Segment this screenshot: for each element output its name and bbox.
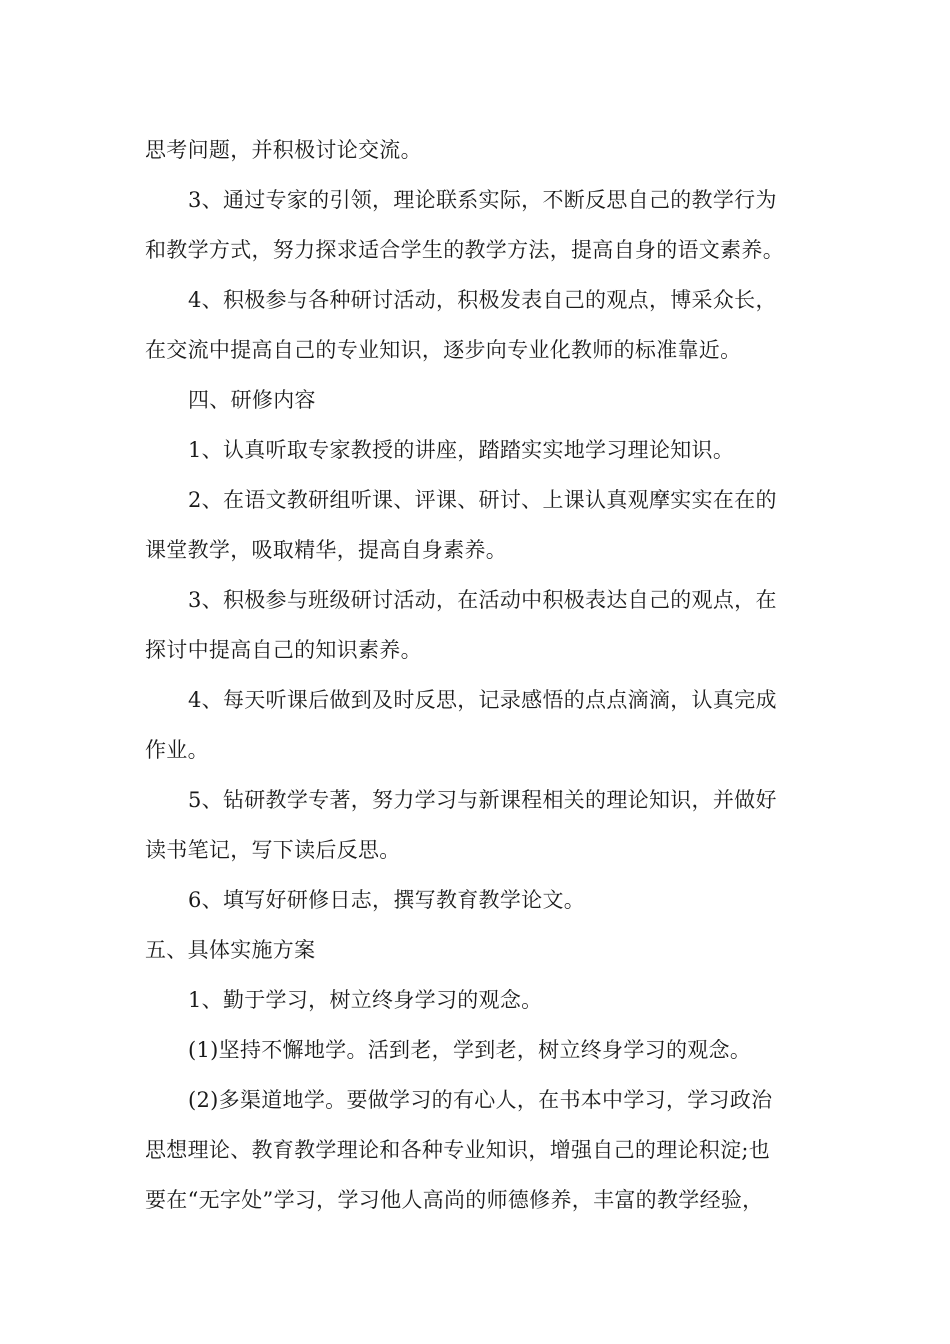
text-line: 作业。 (145, 738, 209, 762)
text-line: 6、填写好研修日志，撰写教育教学论文。 (188, 888, 586, 912)
section-heading: 五、具体实施方案 (145, 938, 316, 962)
text-line: (1)坚持不懈地学。活到老，学到老，树立终身学习的观念。 (188, 1038, 752, 1062)
text-line: 思考问题，并积极讨论交流。 (145, 138, 422, 162)
text-line: 在交流中提高自己的专业知识，逐步向专业化教师的标准靠近。 (145, 338, 742, 362)
text-line: 要在“无字处”学习，学习他人高尚的师德修养，丰富的教学经验， (145, 1188, 764, 1212)
text-line: 1、勤于学习，树立终身学习的观念。 (188, 988, 543, 1012)
text-line: 读书笔记，写下读后反思。 (145, 838, 401, 862)
text-line: 3、积极参与班级研讨活动，在活动中积极表达自己的观点，在 (188, 588, 777, 612)
text-line: (2)多渠道地学。要做学习的有心人，在书本中学习，学习政治 (188, 1088, 773, 1112)
text-line: 1、认真听取专家教授的讲座，踏踏实实地学习理论知识。 (188, 438, 735, 462)
text-line: 3、通过专家的引领，理论联系实际，不断反思自己的教学行为 (188, 188, 777, 212)
text-line: 5、钻研教学专著，努力学习与新课程相关的理论知识，并做好 (188, 788, 777, 812)
text-line: 4、每天听课后做到及时反思，记录感悟的点点滴滴，认真完成 (188, 688, 777, 712)
text-line: 思想理论、教育教学理论和各种专业知识，增强自己的理论积淀;也 (145, 1138, 771, 1162)
text-line: 2、在语文教研组听课、评课、研讨、上课认真观摩实实在在的 (188, 488, 777, 512)
text-line: 和教学方式，努力探求适合学生的教学方法，提高自身的语文素养。 (145, 238, 784, 262)
text-line: 4、积极参与各种研讨活动，积极发表自己的观点，博采众长， (188, 288, 777, 312)
text-line: 探讨中提高自己的知识素养。 (145, 638, 422, 662)
section-heading: 四、研修内容 (188, 388, 316, 412)
text-line: 课堂教学，吸取精华，提高自身素养。 (145, 538, 508, 562)
